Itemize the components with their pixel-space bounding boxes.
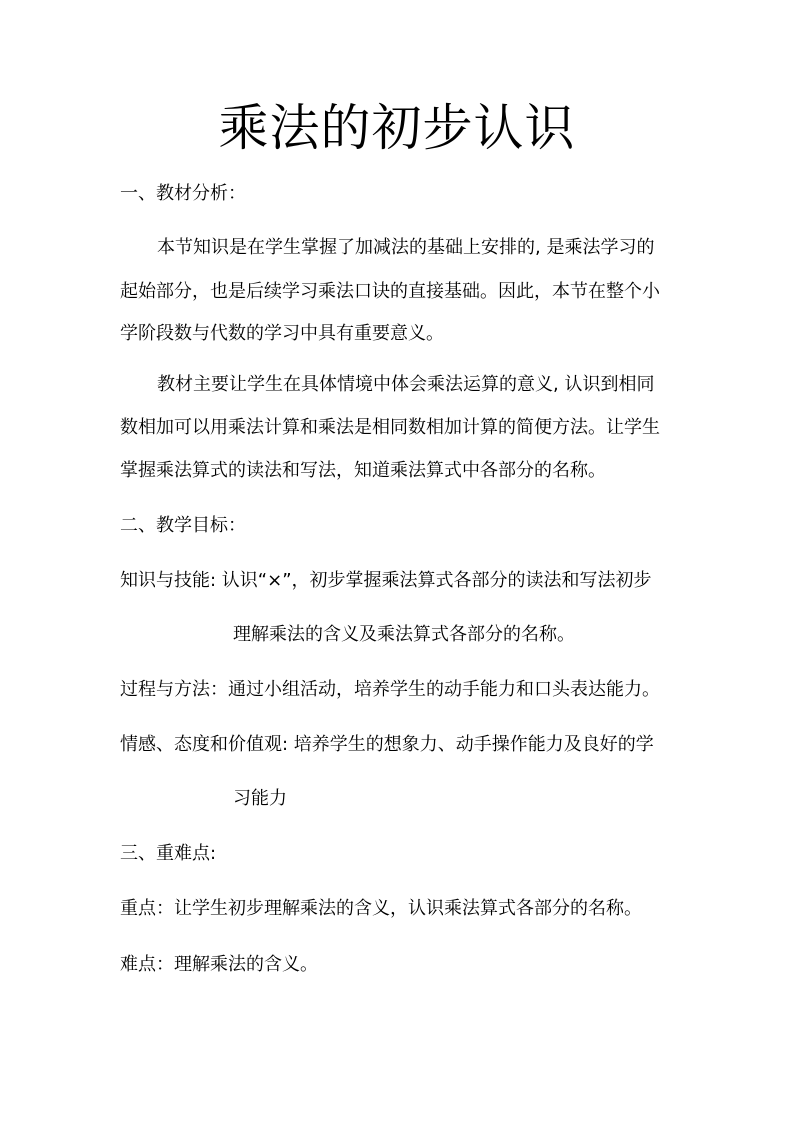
section-heading-textbook-analysis: 一、教材分析：	[120, 183, 246, 204]
document-title: 乘法的初步认识	[218, 99, 576, 157]
goal-knowledge-line: 知识与技能: 认识“×”，初步掌握乘法算式各部分的读法和写法初步	[120, 570, 652, 591]
section-heading-teaching-goals: 二、教学目标：	[120, 515, 246, 536]
paragraph-line: 起始部分，也是后续学习乘法口诀的直接基础。因此，本节在整个小	[120, 281, 660, 302]
key-point-line: 重点：让学生初步理解乘法的含义，认识乘法算式各部分的名称。	[120, 898, 642, 919]
goal-process-line: 过程与方法：通过小组活动，培养学生的动手能力和口头表达能力。	[120, 679, 660, 700]
goal-emotion-line: 习能力	[233, 788, 287, 809]
paragraph-line: 掌握乘法算式的读法和写法，知道乘法算式中各部分的名称。	[120, 460, 606, 481]
section-heading-key-difficult-points: 三、重难点:	[120, 843, 217, 864]
paragraph-line: 数相加可以用乘法计算和乘法是相同数相加计算的简便方法。让学生	[120, 417, 660, 438]
paragraph-line: 教材主要让学生在具体情境中体会乘法运算的意义, 认识到相同	[157, 374, 655, 395]
paragraph-line: 本节知识是在学生掌握了加减法的基础上安排的, 是乘法学习的	[157, 237, 655, 258]
paragraph-line: 学阶段数与代数的学习中具有重要意义。	[120, 323, 444, 344]
difficult-point-line: 难点：理解乘法的含义。	[120, 954, 318, 975]
goal-emotion-line: 情感、态度和价值观: 培养学生的想象力、动手操作能力及良好的学	[120, 734, 654, 755]
goal-knowledge-line: 理解乘法的含义及乘法算式各部分的名称。	[233, 624, 575, 645]
